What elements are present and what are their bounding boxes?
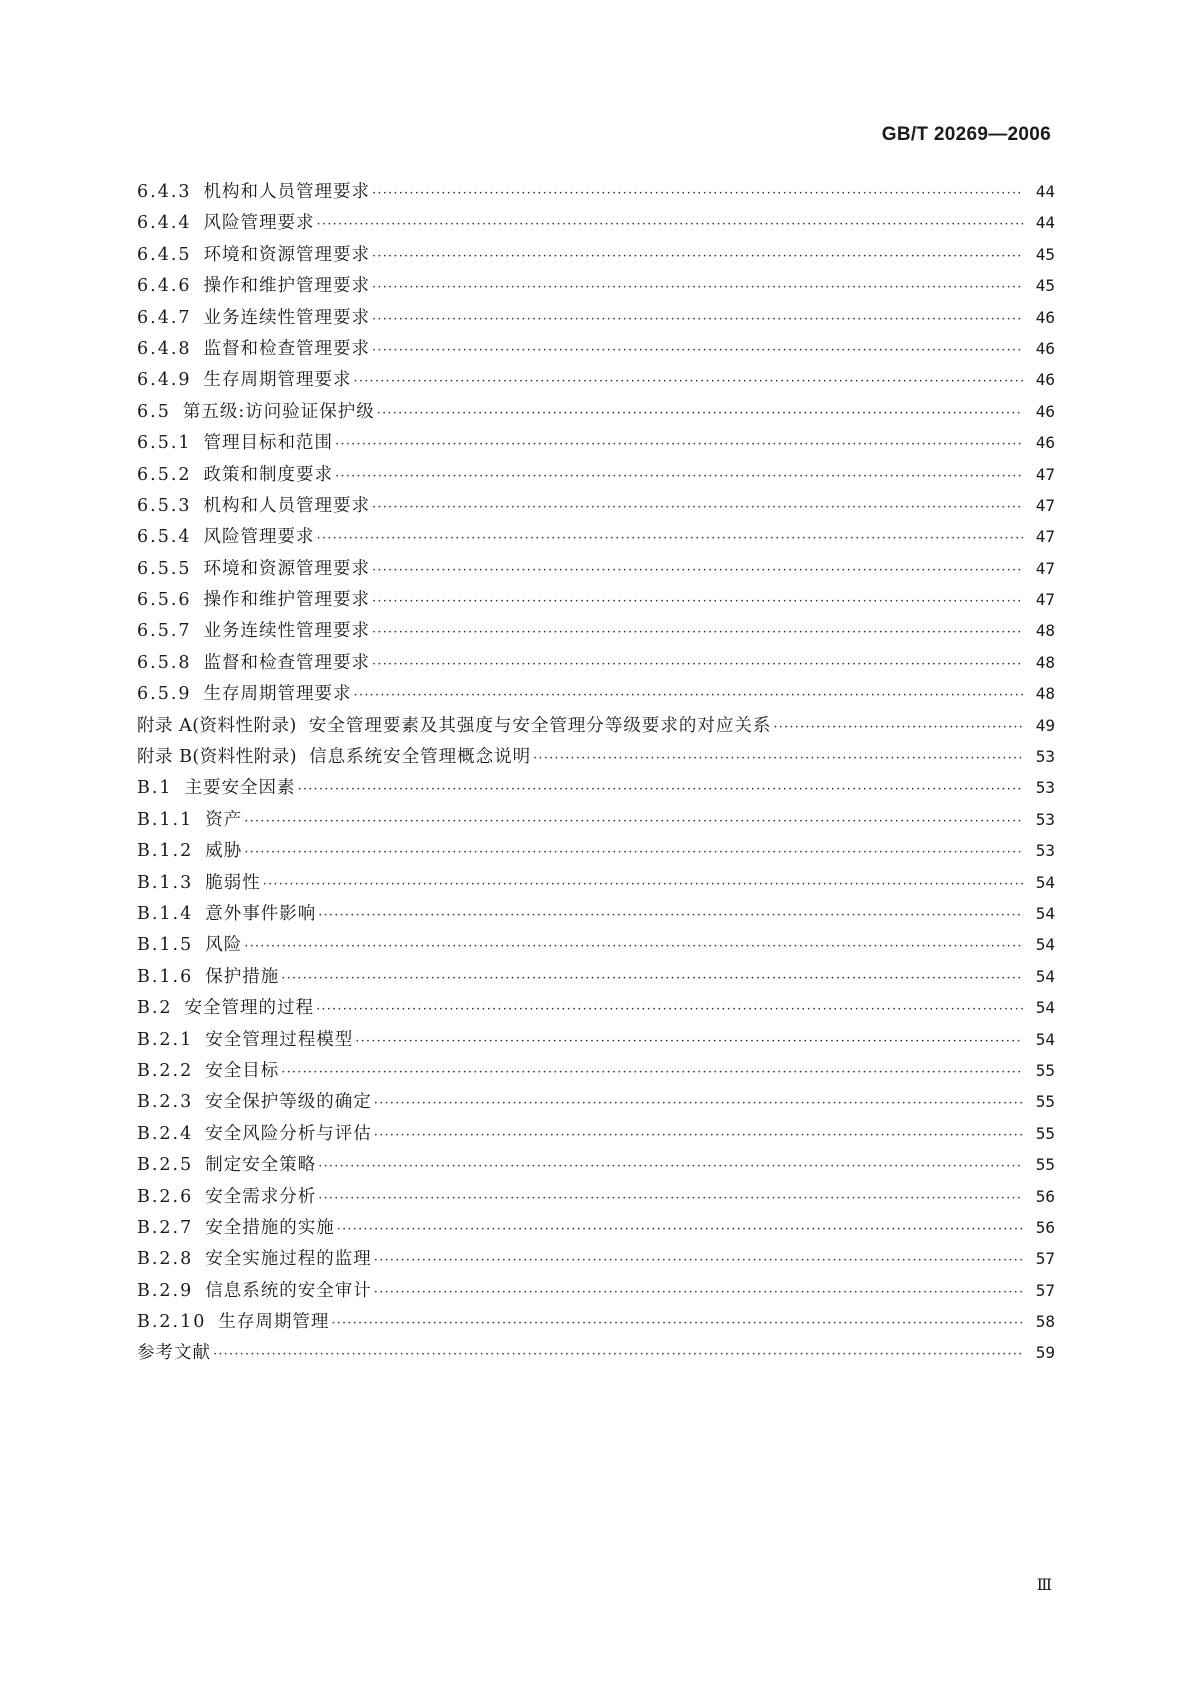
toc-entry-6-4-3[interactable] bbox=[137, 178, 1055, 209]
toc-number: B.1.2 bbox=[137, 841, 194, 862]
dot-leader bbox=[533, 751, 1023, 766]
toc-title: 脆弱性 bbox=[205, 872, 261, 893]
toc-entry-6-4-9[interactable] bbox=[137, 366, 1055, 397]
dot-leader bbox=[374, 1253, 1023, 1268]
toc-number: 6.5.8 bbox=[137, 652, 192, 673]
toc-number: 6.5 bbox=[137, 401, 171, 422]
toc-entry-b-2-9[interactable] bbox=[137, 1277, 1055, 1308]
toc-title: 安全实施过程的监理 bbox=[205, 1249, 372, 1270]
dot-leader bbox=[298, 782, 1023, 797]
dot-leader bbox=[335, 469, 1023, 484]
toc-number: B.2.7 bbox=[137, 1217, 194, 1238]
toc-number: B.1.3 bbox=[137, 872, 194, 893]
toc-title: 安全管理要素及其强度与安全管理分等级要求的对应关系 bbox=[308, 715, 772, 736]
toc-entry-b-1-2[interactable] bbox=[137, 837, 1055, 868]
toc-page-number: 49 bbox=[1035, 715, 1055, 735]
toc-page-number: 47 bbox=[1035, 527, 1055, 547]
toc-number: B.1.1 bbox=[137, 809, 194, 830]
toc-title: 环境和资源管理要求 bbox=[203, 244, 371, 265]
toc-title: 信息系统的安全审计 bbox=[205, 1280, 372, 1301]
toc-number: B.2.5 bbox=[137, 1155, 194, 1176]
toc-entry-appendix-b[interactable] bbox=[137, 743, 1055, 774]
toc-page-number: 45 bbox=[1035, 276, 1055, 296]
toc-entry-6-4-7[interactable] bbox=[137, 304, 1055, 335]
toc-number: B.1.4 bbox=[137, 903, 194, 924]
toc-number: 附录 B(资料性附录) bbox=[137, 747, 298, 768]
toc-title: 管理目标和范围 bbox=[203, 433, 334, 454]
toc-title: 参考文献 bbox=[137, 1343, 211, 1364]
toc-number: B.1.5 bbox=[137, 935, 194, 956]
toc-title: 制定安全策略 bbox=[205, 1155, 317, 1176]
toc-page-number: 53 bbox=[1035, 778, 1055, 798]
toc-page-number: 46 bbox=[1035, 401, 1055, 421]
toc-page-number: 44 bbox=[1035, 213, 1055, 233]
toc-entry-b-2-5[interactable] bbox=[137, 1151, 1055, 1182]
toc-title: 机构和人员管理要求 bbox=[203, 182, 371, 202]
toc-page-number: 57 bbox=[1035, 1249, 1055, 1269]
toc-entry-b-2-8[interactable] bbox=[137, 1245, 1055, 1276]
toc-page-number: 55 bbox=[1035, 1155, 1055, 1175]
toc-page-number: 48 bbox=[1035, 621, 1055, 641]
toc-page-number: 56 bbox=[1035, 1186, 1055, 1206]
toc-page-number: 54 bbox=[1035, 966, 1055, 986]
toc-entry-b-2-4[interactable] bbox=[137, 1120, 1055, 1151]
toc-title: 操作和维护管理要求 bbox=[203, 276, 371, 297]
dot-leader bbox=[318, 1191, 1023, 1206]
toc-number: 6.5.9 bbox=[137, 684, 192, 705]
toc-page-number: 46 bbox=[1035, 370, 1055, 390]
toc-title: 威胁 bbox=[205, 841, 243, 862]
toc-title: 监督和检查管理要求 bbox=[203, 652, 371, 673]
toc-page-number: 54 bbox=[1035, 935, 1055, 955]
dot-leader bbox=[372, 657, 1023, 672]
dot-leader bbox=[354, 374, 1023, 389]
toc-number: 6.4.9 bbox=[137, 370, 192, 391]
toc-entry-6-5-1[interactable] bbox=[137, 429, 1055, 460]
toc-entry-6-5[interactable] bbox=[137, 398, 1055, 429]
page-number-footer: Ⅲ bbox=[1036, 1575, 1051, 1594]
toc-entry-b-1-5[interactable] bbox=[137, 931, 1055, 962]
toc-number: B.1.6 bbox=[137, 966, 194, 987]
dot-leader bbox=[244, 814, 1023, 829]
dot-leader bbox=[355, 1034, 1023, 1049]
toc-entry-appendix-a[interactable] bbox=[137, 712, 1055, 743]
toc-page-number: 47 bbox=[1035, 590, 1055, 610]
toc-entry-b-1[interactable] bbox=[137, 774, 1055, 805]
toc-entry-6-5-9[interactable] bbox=[137, 680, 1055, 711]
toc-page-number: 55 bbox=[1035, 1123, 1055, 1143]
toc-title: 安全管理过程模型 bbox=[205, 1029, 354, 1050]
dot-leader bbox=[372, 343, 1023, 358]
toc-page-number: 46 bbox=[1035, 307, 1055, 327]
toc-page-number: 46 bbox=[1035, 338, 1055, 358]
toc-number: 6.4.3 bbox=[137, 182, 192, 202]
toc-entry-6-5-7[interactable] bbox=[137, 617, 1055, 648]
toc-page-number: 46 bbox=[1035, 433, 1055, 453]
toc-title: 风险 bbox=[205, 935, 243, 956]
toc-number: B.2.8 bbox=[137, 1249, 194, 1270]
toc-number: 附录 A(资料性附录) bbox=[137, 715, 297, 736]
dot-leader bbox=[374, 1128, 1023, 1143]
dot-leader bbox=[213, 1347, 1023, 1362]
toc-entry-b-2-2[interactable] bbox=[137, 1057, 1055, 1088]
toc-number: B.2.2 bbox=[137, 1060, 194, 1081]
toc-title: 业务连续性管理要求 bbox=[203, 621, 371, 642]
dot-leader bbox=[317, 531, 1023, 546]
toc-title: 政策和制度要求 bbox=[203, 464, 334, 485]
toc-title: 安全目标 bbox=[205, 1060, 280, 1081]
toc-number: 6.5.3 bbox=[137, 495, 192, 516]
toc-title: 第五级:访问验证保护级 bbox=[182, 401, 375, 422]
toc-entry-6-5-5[interactable] bbox=[137, 555, 1055, 586]
dot-leader bbox=[316, 1002, 1023, 1017]
toc-number: B.2 bbox=[137, 998, 173, 1019]
toc-number: 6.5.4 bbox=[137, 527, 192, 548]
toc-page-number: 56 bbox=[1035, 1217, 1055, 1237]
toc-number: 6.4.5 bbox=[137, 244, 192, 265]
toc-number: B.1 bbox=[137, 778, 173, 799]
toc-entry-b-2-3[interactable] bbox=[137, 1088, 1055, 1119]
toc-title: 操作和维护管理要求 bbox=[203, 590, 371, 611]
dot-leader bbox=[317, 217, 1023, 232]
toc-number: 6.5.5 bbox=[137, 558, 192, 579]
dot-leader bbox=[318, 908, 1023, 923]
toc-entry-6-5-3[interactable] bbox=[137, 492, 1055, 523]
standard-code-header: GB/T 20269—2006 bbox=[881, 124, 1051, 145]
toc-number: 6.5.2 bbox=[137, 464, 192, 485]
toc-page-number: 58 bbox=[1035, 1312, 1055, 1332]
toc-entry-b-2-6[interactable] bbox=[137, 1183, 1055, 1214]
dot-leader bbox=[372, 249, 1023, 264]
toc-page-number: 48 bbox=[1035, 652, 1055, 672]
toc-entry-6-4-8[interactable] bbox=[137, 335, 1055, 366]
toc-number: 6.4.8 bbox=[137, 338, 192, 359]
dot-leader bbox=[244, 939, 1023, 954]
toc-number: B.2.9 bbox=[137, 1280, 194, 1301]
toc-entry-6-4-5[interactable] bbox=[137, 241, 1055, 272]
dot-leader bbox=[372, 280, 1023, 295]
toc-page-number: 54 bbox=[1035, 1029, 1055, 1049]
dot-leader bbox=[335, 437, 1023, 452]
toc-title: 保护措施 bbox=[205, 966, 280, 987]
dot-leader bbox=[372, 500, 1023, 515]
toc-page-number: 53 bbox=[1035, 809, 1055, 829]
toc-entry-b-2[interactable] bbox=[137, 994, 1055, 1025]
toc-title: 风险管理要求 bbox=[203, 527, 315, 548]
dot-leader bbox=[372, 312, 1023, 327]
dot-leader bbox=[374, 1096, 1023, 1111]
toc-title: 监督和检查管理要求 bbox=[203, 338, 371, 359]
toc-page-number: 47 bbox=[1035, 558, 1055, 578]
toc-number: 6.4.6 bbox=[137, 276, 192, 297]
dot-leader bbox=[263, 877, 1023, 892]
toc-page-number: 53 bbox=[1035, 747, 1055, 767]
toc-title: 安全措施的实施 bbox=[205, 1217, 335, 1238]
dot-leader bbox=[331, 1316, 1023, 1331]
toc-title: 机构和人员管理要求 bbox=[203, 495, 371, 516]
toc-title: 安全风险分析与评估 bbox=[205, 1123, 372, 1144]
toc-entry-6-4-6[interactable] bbox=[137, 272, 1055, 303]
toc-number: 6.4.4 bbox=[137, 213, 192, 234]
toc-title: 安全管理的过程 bbox=[184, 998, 315, 1019]
toc-page-number: 57 bbox=[1035, 1280, 1055, 1300]
toc-title: 资产 bbox=[205, 809, 243, 830]
toc-title: 业务连续性管理要求 bbox=[203, 307, 371, 328]
toc-number: B.2.4 bbox=[137, 1123, 194, 1144]
dot-leader bbox=[372, 625, 1023, 640]
dot-leader bbox=[337, 1222, 1023, 1237]
toc-number: 6.5.6 bbox=[137, 590, 192, 611]
toc-page-number: 48 bbox=[1035, 684, 1055, 704]
toc-page-number: 54 bbox=[1035, 872, 1055, 892]
toc-page-number: 47 bbox=[1035, 464, 1055, 484]
toc-entry-6-5-8[interactable] bbox=[137, 649, 1055, 680]
toc-number: B.2.3 bbox=[137, 1092, 194, 1113]
toc-entry-b-1-1[interactable] bbox=[137, 806, 1055, 837]
toc-title: 风险管理要求 bbox=[203, 213, 315, 234]
toc-number: B.2.10 bbox=[137, 1312, 207, 1333]
dot-leader bbox=[281, 1065, 1023, 1080]
dot-leader bbox=[372, 186, 1023, 201]
toc-entry-b-1-3[interactable] bbox=[137, 869, 1055, 900]
toc-entry-b-2-10[interactable] bbox=[137, 1308, 1055, 1339]
toc-title: 意外事件影响 bbox=[205, 903, 317, 924]
toc-page-number: 55 bbox=[1035, 1092, 1055, 1112]
toc-page-number: 44 bbox=[1035, 182, 1055, 201]
toc-entry-6-4-4[interactable] bbox=[137, 209, 1055, 240]
toc-page-number: 59 bbox=[1035, 1343, 1055, 1363]
toc-title: 信息系统安全管理概念说明 bbox=[309, 747, 532, 768]
toc-title: 主要安全因素 bbox=[184, 778, 296, 799]
dot-leader bbox=[318, 1159, 1023, 1174]
toc-title: 安全需求分析 bbox=[205, 1186, 317, 1207]
toc-page-number: 53 bbox=[1035, 841, 1055, 861]
toc-entry-6-5-6[interactable] bbox=[137, 586, 1055, 617]
toc-page-number: 54 bbox=[1035, 998, 1055, 1018]
toc-title: 生存周期管理要求 bbox=[203, 370, 352, 391]
toc-number: B.2.1 bbox=[137, 1029, 194, 1050]
dot-leader bbox=[374, 1285, 1023, 1300]
toc-page-number: 54 bbox=[1035, 903, 1055, 923]
toc-entry-b-1-6[interactable] bbox=[137, 963, 1055, 994]
toc-number: B.2.6 bbox=[137, 1186, 194, 1207]
toc-title: 环境和资源管理要求 bbox=[203, 558, 371, 579]
toc-title: 安全保护等级的确定 bbox=[205, 1092, 372, 1113]
toc-entry-b-2-1[interactable] bbox=[137, 1026, 1055, 1057]
dot-leader bbox=[372, 563, 1023, 578]
toc-page-number: 47 bbox=[1035, 495, 1055, 515]
toc-entry-references[interactable] bbox=[137, 1339, 1055, 1370]
dot-leader bbox=[354, 688, 1023, 703]
toc-page-number: 45 bbox=[1035, 244, 1055, 264]
toc-number: 6.5.7 bbox=[137, 621, 192, 642]
toc-entry-6-5-2[interactable] bbox=[137, 461, 1055, 492]
dot-leader bbox=[281, 971, 1023, 986]
toc-number: 6.5.1 bbox=[137, 433, 192, 454]
dot-leader bbox=[372, 594, 1023, 609]
dot-leader bbox=[773, 720, 1023, 735]
toc-entry-6-5-4[interactable] bbox=[137, 523, 1055, 554]
dot-leader bbox=[244, 845, 1023, 860]
table-of-contents bbox=[137, 178, 1055, 1371]
toc-title: 生存周期管理要求 bbox=[203, 684, 352, 705]
toc-number: 6.4.7 bbox=[137, 307, 192, 328]
toc-title: 生存周期管理 bbox=[218, 1312, 330, 1333]
toc-entry-b-2-7[interactable] bbox=[137, 1214, 1055, 1245]
toc-entry-b-1-4[interactable] bbox=[137, 900, 1055, 931]
toc-page-number: 55 bbox=[1035, 1060, 1055, 1080]
dot-leader bbox=[377, 406, 1023, 421]
